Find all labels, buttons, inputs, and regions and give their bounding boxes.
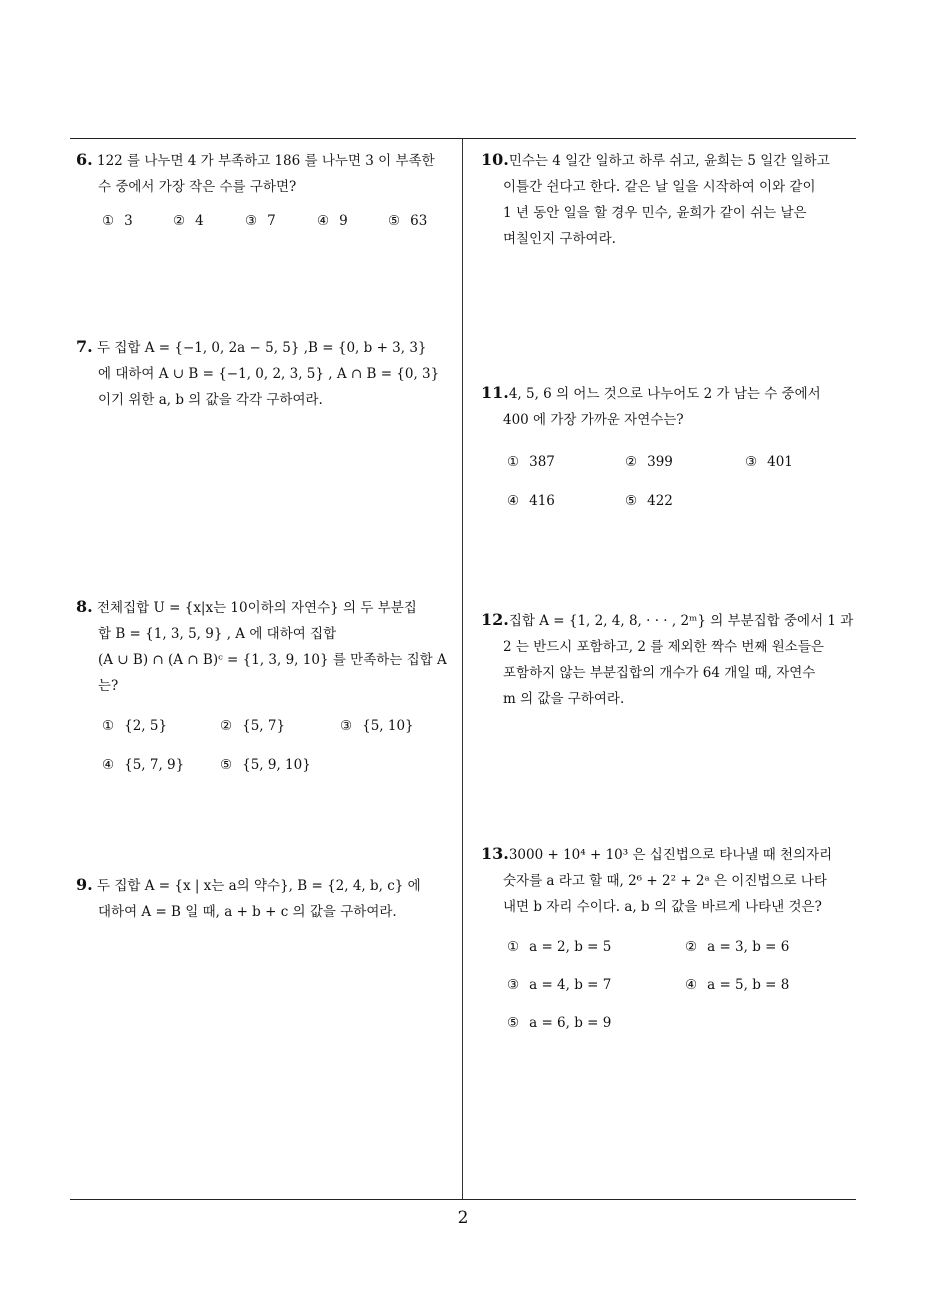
page-number: 2: [457, 1208, 469, 1228]
question-7: [76, 334, 456, 413]
question-text-line: 4, 5, 6 의 어느 것으로 나누어도 2 가 남는 수 중에서: [508, 386, 821, 402]
question-text-line: 전체집합 U = {x|x는 10이하의 자연수} 의 두 부분집: [97, 600, 417, 616]
question-text-line: 이기 위한 a, b 의 값을 각각 구하여라.: [98, 392, 323, 408]
option-1[interactable]: ① a = 2, b = 5: [507, 939, 612, 955]
question-text-line: 민수는 4 일간 일하고 하루 쉬고, 윤희는 5 일간 일하고: [508, 153, 830, 169]
question-number: 13.: [481, 844, 509, 863]
option-3[interactable]: ③ 7: [245, 213, 276, 229]
question-number: 11.: [481, 383, 509, 402]
question-number: 7.: [76, 337, 93, 356]
answer-options: [507, 488, 859, 514]
question-9: [76, 872, 456, 925]
question-text-line: 이틀간 쉰다고 한다. 같은 날 일을 시작하여 이와 같이: [503, 179, 816, 195]
question-text-line: m 의 값을 구하여라.: [503, 691, 625, 707]
question-text-line: 대하여 A = B 일 때, a + b + c 의 값을 구하여라.: [98, 904, 397, 920]
answer-options: [507, 934, 859, 960]
question-text-line: 3000 + 10⁴ + 10³ 은 십진법으로 타나낼 때 천의자리: [508, 847, 833, 863]
answer-options: [507, 449, 859, 475]
question-text-line: 122 를 나누면 4 가 부족하고 186 를 나누면 3 이 부족한: [97, 153, 435, 169]
question-12: [481, 607, 859, 712]
question-text-line: 내면 b 자리 수이다. a, b 의 값을 바르게 나타낸 것은?: [503, 899, 822, 915]
question-10: [481, 147, 859, 252]
option-5[interactable]: ⑤ {5, 9, 10}: [220, 757, 311, 773]
question-text-line: 합 B = {1, 3, 5, 9} , A 에 대하여 집합: [98, 626, 337, 642]
option-2[interactable]: ② a = 3, b = 6: [685, 939, 790, 955]
option-1[interactable]: ① 3: [102, 213, 133, 229]
question-text-line: 두 집합 A = {−1, 0, 2a − 5, 5} ,B = {0, b + 3, 3}: [97, 340, 427, 356]
question-text-line: 두 집합 A = {x | x는 a의 약수}, B = {2, 4, b, c} 에: [97, 878, 421, 894]
question-text-line: 는?: [98, 678, 119, 694]
question-text-line: 1 년 동안 일을 할 경우 민수, 윤희가 같이 쉬는 날은: [503, 205, 807, 221]
answer-options: [507, 1010, 859, 1036]
question-text-line: (A ∪ B) ∩ (A ∩ B)ᶜ = {1, 3, 9, 10} 를 만족하는 집합 A: [98, 652, 447, 668]
answer-options: [507, 972, 859, 998]
question-text-line: 집합 A = {1, 2, 4, 8, · · · , 2ᵐ} 의 부분집합 중에서 1 과: [508, 613, 854, 629]
question-13: [481, 841, 859, 1036]
question-6: [76, 147, 456, 234]
question-11: [481, 380, 859, 514]
option-1[interactable]: ① {2, 5}: [102, 718, 168, 734]
question-text-line: 며칠인지 구하여라.: [503, 231, 616, 247]
question-text-line: 2 는 반드시 포함하고, 2 를 제외한 짝수 번째 원소들은: [503, 639, 824, 655]
option-5[interactable]: ⑤ a = 6, b = 9: [507, 1015, 612, 1031]
question-text-line: 수 중에서 가장 작은 수를 구하면?: [98, 179, 297, 195]
option-3[interactable]: ③ 401: [745, 454, 793, 470]
question-number: 10.: [481, 150, 509, 169]
option-4[interactable]: ④ 416: [507, 493, 555, 509]
option-3[interactable]: ③ {5, 10}: [340, 718, 414, 734]
top-rule: [70, 138, 856, 139]
column-divider: [462, 139, 463, 1200]
option-1[interactable]: ① 387: [507, 454, 555, 470]
answer-options: [102, 752, 456, 778]
answer-options: [102, 713, 456, 739]
option-3[interactable]: ③ a = 4, b = 7: [507, 977, 612, 993]
question-text-line: 에 대하여 A ∪ B = {−1, 0, 2, 3, 5} , A ∩ B = {0, 3}: [98, 366, 440, 382]
option-2[interactable]: ② 399: [625, 454, 673, 470]
option-4[interactable]: ④ a = 5, b = 8: [685, 977, 790, 993]
option-2[interactable]: ② 4: [173, 213, 204, 229]
question-number: 8.: [76, 597, 93, 616]
answer-options: [102, 208, 456, 234]
question-text-line: 400 에 가장 가까운 자연수는?: [503, 412, 684, 428]
question-text-line: 포함하지 않는 부분집합의 개수가 64 개일 때, 자연수: [503, 665, 816, 681]
question-number: 12.: [481, 610, 509, 629]
question-number: 9.: [76, 875, 93, 894]
option-4[interactable]: ④ {5, 7, 9}: [102, 757, 185, 773]
option-4[interactable]: ④ 9: [317, 213, 348, 229]
option-2[interactable]: ② {5, 7}: [220, 718, 286, 734]
option-5[interactable]: ⑤ 63: [388, 213, 428, 229]
question-8: [76, 594, 456, 778]
question-number: 6.: [76, 150, 93, 169]
bottom-rule: [70, 1199, 856, 1200]
question-text-line: 숫자를 a 라고 할 때, 2⁶ + 2² + 2ᵃ 은 이진법으로 나타: [503, 873, 827, 889]
option-5[interactable]: ⑤ 422: [625, 493, 673, 509]
